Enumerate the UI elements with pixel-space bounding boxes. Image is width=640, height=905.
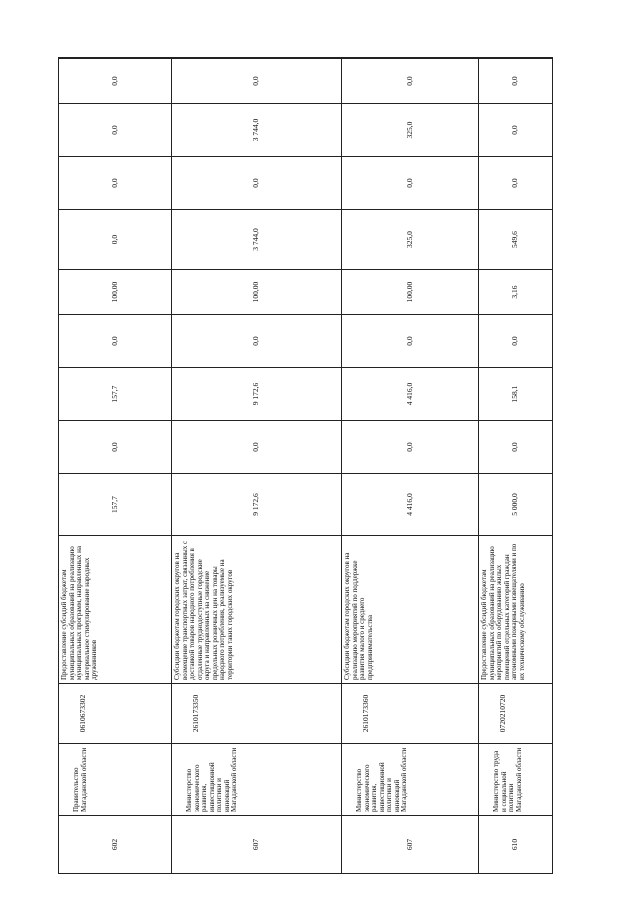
value-cell-7: 0,0 xyxy=(479,157,553,210)
document-page xyxy=(58,58,552,874)
value-cell-6: 3 744,0 xyxy=(172,210,342,270)
table-row xyxy=(479,58,553,874)
value-cell-3: 157,7 xyxy=(59,368,172,421)
value-cell-8: 325,0 xyxy=(342,104,479,157)
row-number: 610 xyxy=(479,816,553,874)
budget-subsidies-table xyxy=(58,57,553,874)
value-cell-3: 9 172,6 xyxy=(172,368,342,421)
value-cell-2: 0,0 xyxy=(172,421,342,474)
value-cell-9: 0,0 xyxy=(59,59,172,104)
table-row xyxy=(342,58,479,874)
value-cell-4: 0,0 xyxy=(172,315,342,368)
value-cell-9: 0,0 xyxy=(172,59,342,104)
value-cell-1: 9 172,6 xyxy=(172,474,342,536)
value-cell-1: 157,7 xyxy=(59,474,172,536)
code-cell: 2610173360 xyxy=(342,684,479,744)
row-number: 607 xyxy=(172,816,342,874)
value-cell-1: 4 416,0 xyxy=(342,474,479,536)
value-cell-3: 158,1 xyxy=(479,368,553,421)
table-row xyxy=(172,58,342,874)
value-cell-10 xyxy=(172,58,342,59)
value-cell-2: 0,0 xyxy=(342,421,479,474)
value-cell-4: 0,0 xyxy=(59,315,172,368)
value-cell-10 xyxy=(342,58,479,59)
department-cell: Министерство экономического развития, инвестиционной политики и инноваций Магаданской области xyxy=(172,744,342,816)
description-cell: Предоставление субсидий бюджетам муниципальных образований на реализацию мероприятий по оборудованию жилых помещений отдельных категорий граждан автономными пожарными извещателями и по их техническому обслуживанию xyxy=(479,536,553,684)
code-cell: 2610173350 xyxy=(172,684,342,744)
value-cell-10 xyxy=(59,58,172,59)
value-cell-7: 0,0 xyxy=(342,157,479,210)
value-cell-4: 0,0 xyxy=(479,315,553,368)
row-number: 607 xyxy=(342,816,479,874)
code-cell: 0610673302 xyxy=(59,684,172,744)
value-cell-4: 0,0 xyxy=(342,315,479,368)
value-cell-7: 0,0 xyxy=(172,157,342,210)
value-cell-5: 100,00 xyxy=(172,270,342,315)
value-cell-7: 0,0 xyxy=(59,157,172,210)
value-cell-2: 0,0 xyxy=(479,421,553,474)
description-cell: Субсидии бюджетам городских округов на реализацию мероприятий по поддержке развития малого и среднего предпринимательства xyxy=(342,536,479,684)
department-cell: Правительство Магаданской области xyxy=(59,744,172,816)
department-cell: Министерство экономического развития, инвестиционной политики и инноваций Магаданской области xyxy=(342,744,479,816)
row-number: 602 xyxy=(59,816,172,874)
value-cell-8: 0,0 xyxy=(59,104,172,157)
value-cell-5: 100,00 xyxy=(59,270,172,315)
value-cell-6: 0,0 xyxy=(59,210,172,270)
value-cell-6: 325,0 xyxy=(342,210,479,270)
description-cell: Субсидии бюджетам городских округов на возмещение транспортных затрат, связанных с доставкой товаров народного потребления в отдаленные труднодоступные городские округа и направленных на снижение предельных розничных цен на товары народного потребления, реализуемые на территории таких городских округов xyxy=(172,536,342,684)
value-cell-9: 0,0 xyxy=(342,59,479,104)
value-cell-2: 0,0 xyxy=(59,421,172,474)
value-cell-5: 100,00 xyxy=(342,270,479,315)
value-cell-5: 3,16 xyxy=(479,270,553,315)
rotated-table-wrapper xyxy=(58,58,552,874)
value-cell-3: 4 416,0 xyxy=(342,368,479,421)
value-cell-10 xyxy=(479,58,553,59)
department-cell: Министерство труда и социальной политики Магаданской области xyxy=(479,744,553,816)
value-cell-6: 549,6 xyxy=(479,210,553,270)
code-cell: 0720210720 xyxy=(479,684,553,744)
description-cell: Предоставление субсидий бюджетам муниципальных образований на реализацию муниципальных программ, направленных на материальное стимулирование народных дружинников xyxy=(59,536,172,684)
table-row xyxy=(59,58,172,874)
value-cell-1: 5 000,0 xyxy=(479,474,553,536)
value-cell-8: 0,0 xyxy=(479,104,553,157)
value-cell-9: 0,0 xyxy=(479,59,553,104)
value-cell-8: 3 744,0 xyxy=(172,104,342,157)
